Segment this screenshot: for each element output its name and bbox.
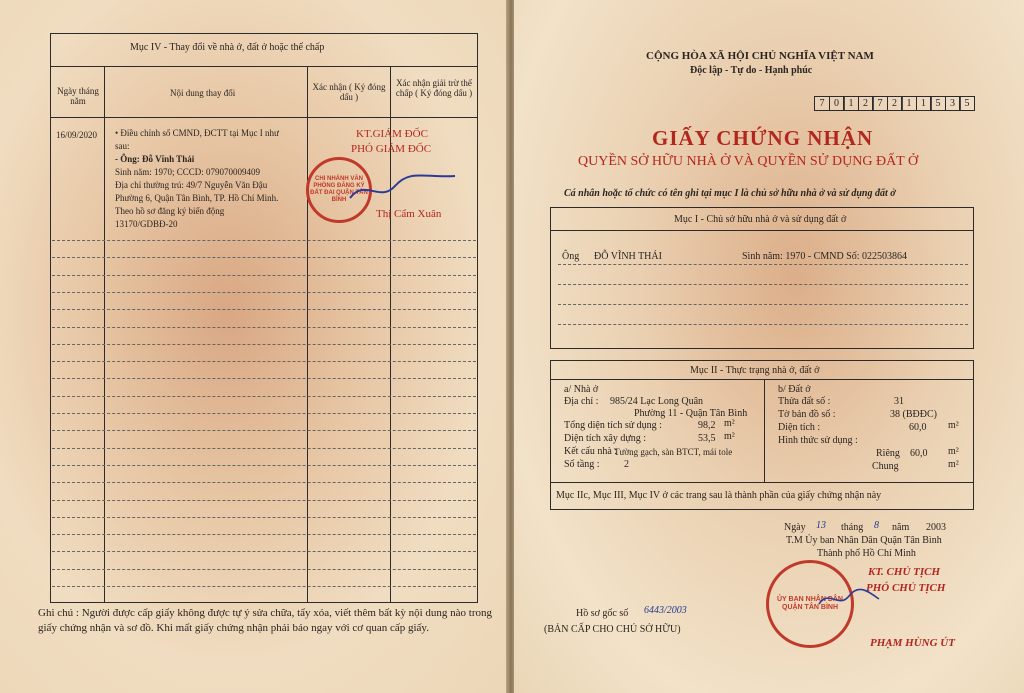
serial-digit: 3 [945, 96, 961, 111]
serial-digit: 5 [959, 96, 975, 111]
owner-label: Ông [562, 251, 580, 262]
land-area-label: Diện tích : [778, 422, 821, 433]
serial-digit: 5 [930, 96, 946, 111]
land-private-unit: m² [948, 446, 959, 457]
right-signer-name: PHẠM HÙNG ÚT [870, 637, 955, 649]
certificate-intro: Cá nhân hoặc tổ chức có tên ghi tại mục I là chủ sở hữu nhà ở và sử dụng đất ở [564, 188, 896, 199]
left-page [0, 0, 508, 693]
nation-motto: Độc lập - Tự do - Hạnh phúc [690, 65, 813, 76]
header-release: Xác nhận giải trừ thế chấp ( Ký đóng dấu ) [395, 78, 473, 98]
table-rule [52, 257, 476, 258]
table-rule [52, 430, 476, 431]
entry-line-4: Sinh năm: 1970; CCCD: 079070009409 [115, 167, 261, 177]
issue-date-prefix: Ngày [784, 522, 806, 533]
right-sign-title-2: PHÓ CHỦ TỊCH [866, 582, 946, 594]
entry-line-8: 13170/GDBĐ-20 [115, 219, 178, 229]
land-shared-label: Chung [872, 461, 899, 472]
land-area-value: 60,0 [909, 422, 927, 433]
table-rule [52, 275, 476, 276]
house-built-unit: m² [724, 431, 735, 442]
house-addr-1: 985/24 Lạc Long Quân [610, 396, 704, 407]
header-confirm: Xác nhận ( Ký đóng dấu ) [312, 82, 386, 102]
right-page [514, 0, 1024, 693]
section-i-title: Mục I - Chủ sở hữu nhà ở và sử dụng đất ở [674, 214, 847, 225]
table-rule [52, 569, 476, 570]
house-total-unit: m² [724, 418, 735, 429]
owner-info: Sinh năm: 1970 - CMND Số: 022503864 [742, 251, 908, 262]
table-rule [52, 240, 476, 241]
left-sign-title-2: PHÓ GIÁM ĐỐC [351, 143, 432, 155]
certificate-footnote: Mục IIc, Mục III, Mục IV ở các trang sau là thành phần của giấy chứng nhận này [556, 490, 882, 501]
authority-line-2: Thành phố Hồ Chí Minh [817, 548, 916, 559]
authority-line-1: T.M Ủy ban Nhân Dân Quận Tân Bình [786, 535, 942, 546]
table-rule [52, 413, 476, 414]
land-plot-label: Thửa đất số : [778, 396, 831, 407]
owner-name: ĐỖ VĨNH THÁI [594, 251, 662, 262]
table-rule [52, 327, 476, 328]
land-shared-unit: m² [948, 459, 959, 470]
serial-digit: 1 [843, 96, 859, 111]
entry-line-2: sau: [115, 141, 130, 151]
serial-digit: 1 [901, 96, 917, 111]
file-label: Hồ sơ gốc số [576, 608, 629, 619]
file-value: 6443/2003 [644, 605, 687, 616]
right-sign-title-1: KT. CHỦ TỊCH [868, 566, 941, 578]
house-floors-value: 2 [624, 459, 629, 470]
land-form-label: Hình thức sử dụng : [778, 435, 858, 446]
left-signer-name: Thị Cẩm Xuân [376, 208, 442, 220]
table-rule [52, 517, 476, 518]
right-committee-stamp: ỦY BAN NHÂN DÂN QUẬN TÂN BÌNH [766, 560, 854, 648]
issue-date-month-label: tháng [841, 522, 864, 533]
land-area-unit: m² [948, 420, 959, 431]
entry-line-1: • Điều chỉnh số CMND, ĐCTT tại Mục I như [115, 128, 279, 138]
table-rule [52, 396, 476, 397]
issue-date-day: 13 [816, 520, 826, 531]
house-struct-value: Tường gạch, sàn BTCT, mái tole [614, 447, 733, 457]
land-map-value: 38 (BĐĐC) [890, 409, 937, 420]
header-date: Ngày tháng năm [57, 86, 99, 106]
house-addr-2: Phường 11 - Quận Tân Bình [634, 408, 748, 419]
house-floors-label: Số tầng : [564, 459, 600, 470]
table-rule [52, 586, 476, 587]
certificate-subtitle: QUYỀN SỞ HỮU NHÀ Ở VÀ QUYỀN SỬ DỤNG ĐẤT Ở [578, 154, 919, 169]
entry-line-3: - Ông: Đỗ Vĩnh Thái [115, 154, 195, 164]
table-rule [52, 292, 476, 293]
serial-digit: 2 [858, 96, 874, 111]
table-rule [52, 482, 476, 483]
table-rule [52, 551, 476, 552]
left-signature-icon [345, 168, 465, 208]
issue-date-month: 8 [874, 520, 879, 531]
entry-line-7: Theo hồ sơ đăng ký biến động [115, 206, 225, 216]
nation-heading: CỘNG HÒA XÃ HỘI CHỦ NGHĨA VIỆT NAM [646, 50, 874, 62]
house-head: a/ Nhà ở [564, 384, 599, 395]
left-office-stamp: CHI NHÁNH VĂN PHÒNG ĐĂNG KÝ ĐẤT ĐAI QUẬN TÂN BÌNH [306, 157, 372, 223]
house-struct-label: Kết cấu nhà : [564, 446, 618, 457]
table-rule [52, 448, 476, 449]
table-rule [52, 361, 476, 362]
land-plot-value: 31 [894, 396, 904, 407]
section-i-box [550, 207, 974, 349]
house-built-value: 53,5 [698, 433, 716, 444]
table-rule [52, 500, 476, 501]
right-signature-icon [814, 584, 884, 614]
left-sign-title-1: KT.GIÁM ĐỐC [356, 128, 428, 140]
serial-digit: 0 [829, 96, 845, 111]
left-note: Ghi chú : Người được cấp giấy không được tự ý sửa chữa, tẩy xóa, viết thêm bất kỳ nội dung nào trong giấy chứng nhận và sơ đồ. Khi mất giấy chứng nhận phải báo ngay với cơ quan cấp giấy. [38, 607, 493, 634]
land-private-value: 60,0 [910, 448, 928, 459]
table-rule [52, 534, 476, 535]
issue-date-year-label: năm [892, 522, 910, 533]
issue-date-year: 2003 [926, 522, 946, 533]
house-total-value: 98,2 [698, 420, 716, 431]
serial-digit: 7 [814, 96, 830, 111]
header-content: Nội dung thay đổi [170, 88, 236, 98]
table-rule [52, 344, 476, 345]
issued-to: (BẢN CẤP CHO CHỦ SỞ HỮU) [544, 624, 681, 635]
land-map-label: Tờ bản đồ số : [778, 409, 836, 420]
table-rule [52, 465, 476, 466]
entry-line-5: Địa chỉ thường trú: 49/7 Nguyễn Văn Đậu [115, 180, 268, 190]
serial-number [814, 96, 979, 111]
house-addr-label: Địa chỉ : [564, 396, 599, 407]
entry-date: 16/09/2020 [56, 130, 98, 140]
land-private-label: Riêng [876, 448, 900, 459]
serial-digit: 2 [887, 96, 903, 111]
serial-digit: 7 [872, 96, 888, 111]
serial-digit: 1 [916, 96, 932, 111]
certificate-title: GIẤY CHỨNG NHẬN [652, 126, 874, 150]
section-iv-title: Mục IV - Thay đổi về nhà ở, đất ở hoặc thế chấp [130, 42, 325, 53]
table-rule [52, 378, 476, 379]
land-head: b/ Đất ở [778, 384, 811, 395]
table-rule [52, 309, 476, 310]
house-total-label: Tổng diện tích sử dụng : [564, 420, 662, 431]
entry-line-6: Phường 6, Quận Tân Bình, TP. Hồ Chí Minh. [115, 193, 279, 203]
house-built-label: Diện tích xây dựng : [564, 433, 647, 444]
section-ii-title: Mục II - Thực trạng nhà ở, đất ở [690, 365, 820, 376]
